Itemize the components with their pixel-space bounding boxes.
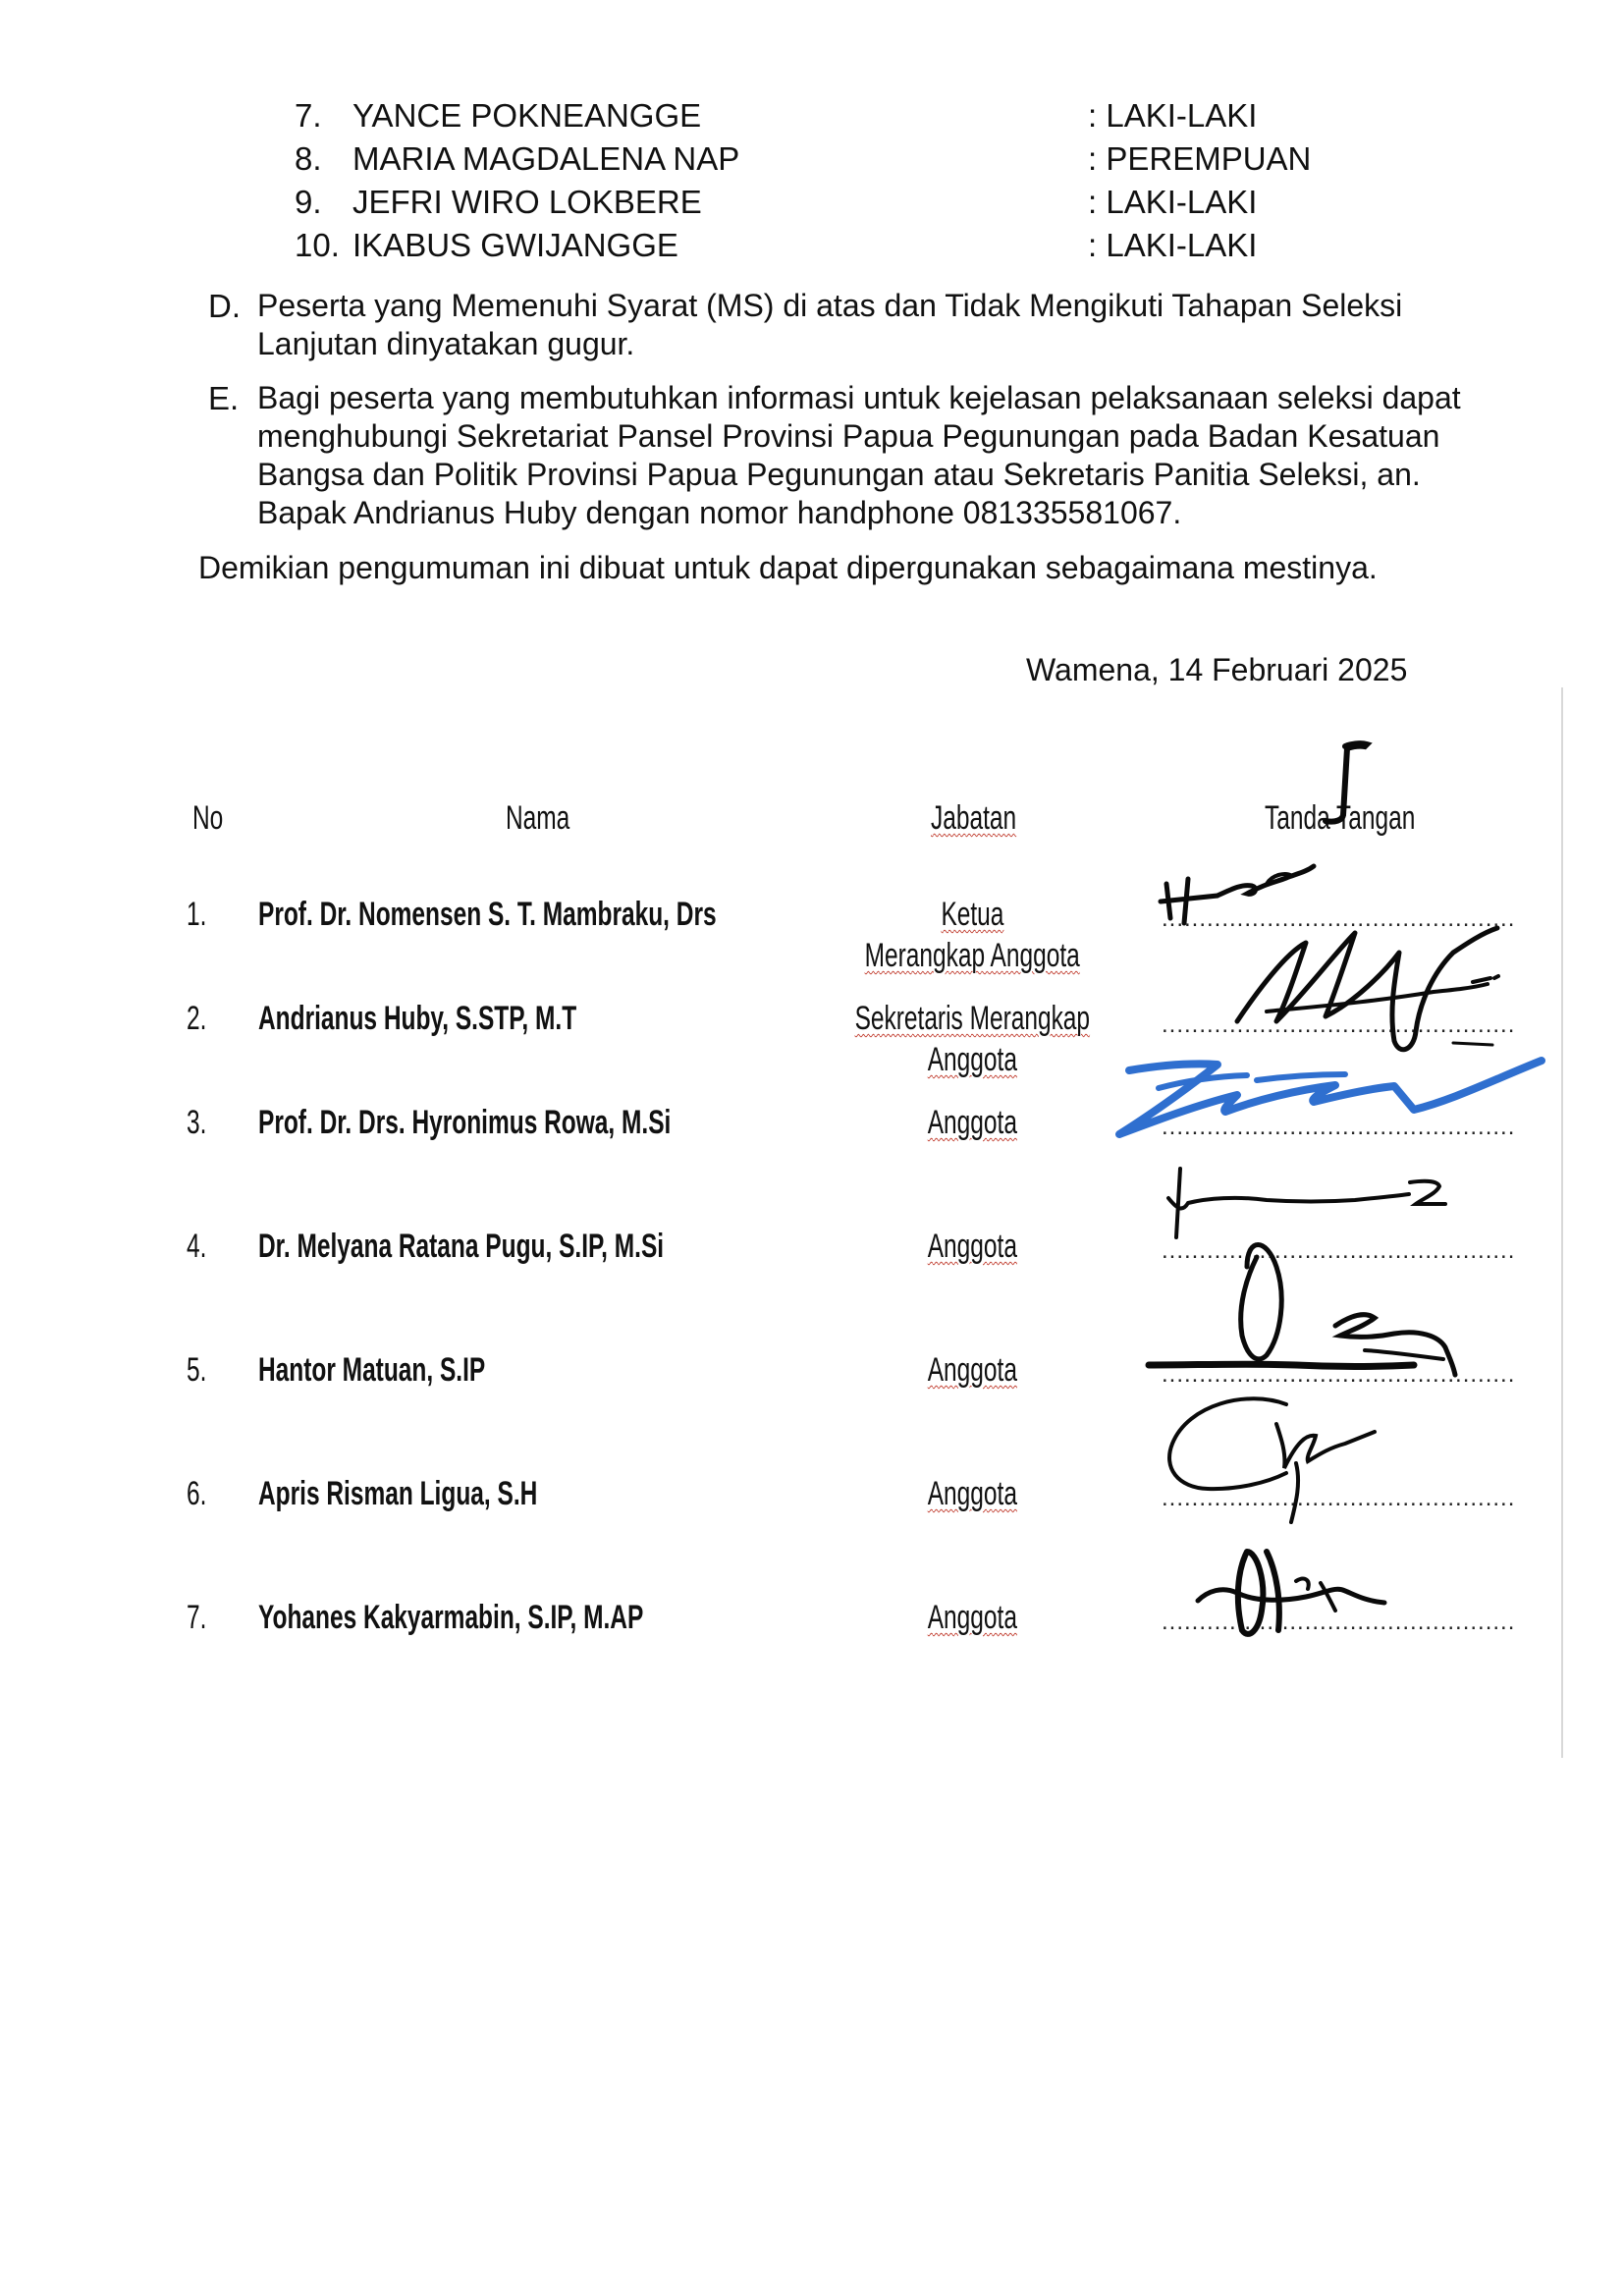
member-position: Sekretaris Merangkap xyxy=(854,1000,1090,1037)
signature-line: ............................................... xyxy=(1162,1361,1516,1388)
participant-gender: : PEREMPUAN xyxy=(1088,140,1312,177)
participant-number: 7. xyxy=(295,97,322,134)
point-letter: D. xyxy=(208,288,241,324)
member-position-line xyxy=(776,896,1168,934)
header-position: Jabatan xyxy=(931,799,1017,837)
point-line: menghubungi Sekretariat Pansel Provinsi Papua Pegunungan pada Badan Kesatuan xyxy=(257,418,1440,454)
member-name: Dr. Melyana Ratana Pugu, S.IP, M.Si xyxy=(258,1228,665,1265)
participant-name: JEFRI WIRO LOKBERE xyxy=(352,184,702,220)
member-name: Apris Risman Ligua, S.H xyxy=(258,1475,538,1512)
participant-number: 9. xyxy=(295,184,322,220)
participant-gender: : LAKI-LAKI xyxy=(1088,227,1258,263)
member-position: Anggota xyxy=(927,1104,1017,1141)
participant-name: MARIA MAGDALENA NAP xyxy=(352,140,740,177)
member-number: 3. xyxy=(187,1104,207,1141)
member-name: Andrianus Huby, S.STP, M.T xyxy=(258,1000,577,1037)
member-position: Anggota xyxy=(927,1475,1017,1512)
member-number: 1. xyxy=(187,896,207,933)
point-line: Bangsa dan Politik Provinsi Papua Pegunungan atau Sekretaris Panitia Seleksi, an. xyxy=(257,457,1421,492)
member-number: 5. xyxy=(187,1351,207,1389)
header-name: Nama xyxy=(506,799,570,837)
signature-line: ............................................... xyxy=(1162,1011,1516,1038)
signature-line: ............................................... xyxy=(1162,905,1516,932)
participant-gender: : LAKI-LAKI xyxy=(1088,184,1258,220)
signature-line: ............................................... xyxy=(1162,1485,1516,1511)
member-position-line xyxy=(776,937,1168,975)
participant-number: 8. xyxy=(295,140,322,177)
header-no: No xyxy=(192,799,224,837)
place-date: Wamena, 14 Februari 2025 xyxy=(1026,652,1408,687)
member-position: Anggota xyxy=(927,1599,1017,1636)
member-position: Anggota xyxy=(927,1351,1017,1389)
participant-gender: : LAKI-LAKI xyxy=(1088,97,1258,134)
member-position: Merangkap Anggota xyxy=(864,937,1080,974)
closing-statement: Demikian pengumuman ini dibuat untuk dapat dipergunakan sebagaimana mestinya. xyxy=(198,550,1378,585)
signature-5-drawing xyxy=(1139,1228,1492,1404)
member-position: Ketua xyxy=(941,896,1003,933)
member-number: 2. xyxy=(187,1000,207,1037)
member-position-line xyxy=(776,1475,1168,1513)
participant-name: IKABUS GWIJANGGE xyxy=(352,227,678,263)
page-border-line xyxy=(1561,687,1563,1758)
point-line: Lanjutan dinyatakan gugur. xyxy=(257,326,635,361)
member-number: 4. xyxy=(187,1228,207,1265)
point-line: Bagi peserta yang membutuhkan informasi untuk kejelasan pelaksanaan seleksi dapat xyxy=(257,380,1461,415)
member-position: Anggota xyxy=(927,1228,1017,1265)
member-number: 7. xyxy=(187,1599,207,1636)
signature-1-drawing xyxy=(1149,737,1384,933)
member-name: Hantor Matuan, S.IP xyxy=(258,1351,486,1389)
point-line: Peserta yang Memenuhi Syarat (MS) di atas dan Tidak Mengikuti Tahapan Seleksi xyxy=(257,288,1403,323)
member-position: Anggota xyxy=(927,1041,1017,1078)
signature-7-drawing xyxy=(1188,1532,1404,1650)
header-signature: Tanda Tangan xyxy=(1265,799,1416,837)
member-position-line xyxy=(776,1351,1168,1390)
signature-line: ............................................... xyxy=(1162,1237,1516,1264)
signature-line: ............................................... xyxy=(1162,1114,1516,1140)
member-name: Yohanes Kakyarmabin, S.IP, M.AP xyxy=(258,1599,644,1636)
member-position-line xyxy=(776,1599,1168,1637)
point-letter: E. xyxy=(208,380,240,416)
participant-number: 10. xyxy=(295,227,340,263)
signature-6-drawing xyxy=(1159,1385,1414,1532)
signature-line: ............................................... xyxy=(1162,1609,1516,1635)
member-number: 6. xyxy=(187,1475,207,1512)
signature-2-drawing xyxy=(1227,913,1512,1061)
point-line: Bapak Andrianus Huby dengan nomor handphone 081335581067. xyxy=(257,495,1182,530)
member-name: Prof. Dr. Drs. Hyronimus Rowa, M.Si xyxy=(258,1104,672,1141)
member-position-line xyxy=(776,1000,1168,1038)
member-position-line xyxy=(776,1228,1168,1266)
participant-name: YANCE POKNEANGGE xyxy=(352,97,702,134)
member-name: Prof. Dr. Nomensen S. T. Mambraku, Drs xyxy=(258,896,717,933)
